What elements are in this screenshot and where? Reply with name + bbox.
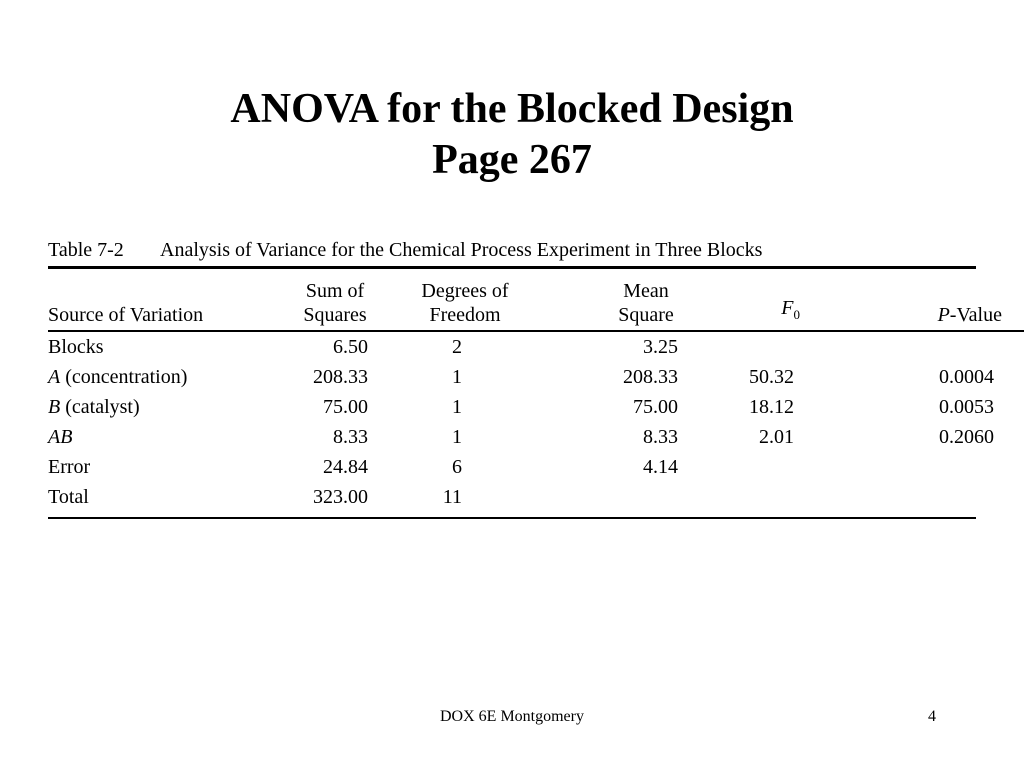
cell-source: Error bbox=[48, 456, 91, 478]
header-f0: $F_0$ bbox=[781, 297, 800, 322]
page-number: 4 bbox=[928, 708, 936, 725]
cell-mean-square: 3.25 bbox=[643, 336, 678, 358]
table-caption bbox=[48, 236, 976, 266]
cell-sum-of-squares: 323.00 bbox=[313, 486, 368, 508]
cell-f0 bbox=[678, 452, 826, 482]
table-row bbox=[48, 482, 1024, 517]
header-mean-square: Mean Square bbox=[618, 280, 674, 326]
cell-f0 bbox=[678, 332, 826, 362]
cell-source: B (catalyst) bbox=[48, 396, 140, 418]
cell-f0: 50.32 bbox=[749, 366, 794, 388]
anova-table bbox=[48, 269, 1024, 517]
cell-degrees-of-freedom: 1 bbox=[452, 396, 462, 418]
cell-sum-of-squares: 208.33 bbox=[313, 366, 368, 388]
slide-title bbox=[0, 84, 1024, 186]
header-p-value: P-Value bbox=[937, 304, 1002, 326]
cell-sum-of-squares: 8.33 bbox=[333, 426, 368, 448]
cell-mean-square: 208.33 bbox=[623, 366, 678, 388]
cell-mean-square: 4.14 bbox=[643, 456, 678, 478]
cell-f0 bbox=[678, 482, 826, 517]
cell-degrees-of-freedom: 11 bbox=[442, 486, 462, 508]
cell-degrees-of-freedom: 1 bbox=[452, 366, 462, 388]
table-row bbox=[48, 422, 1024, 452]
cell-p-value: 0.0053 bbox=[939, 396, 994, 418]
cell-mean-square bbox=[498, 482, 678, 517]
table-row bbox=[48, 392, 1024, 422]
cell-p-value: 0.2060 bbox=[939, 426, 994, 448]
cell-degrees-of-freedom: 2 bbox=[452, 336, 462, 358]
table-caption-label: Table 7-2 bbox=[48, 239, 124, 261]
header-source: Source of Variation bbox=[48, 304, 204, 326]
table-header bbox=[48, 269, 1024, 330]
cell-p-value bbox=[826, 332, 1024, 362]
table-caption-text: Analysis of Variance for the Chemical Process Experiment in Three Blocks bbox=[160, 239, 763, 261]
cell-degrees-of-freedom: 6 bbox=[452, 456, 462, 478]
table-row bbox=[48, 332, 1024, 362]
table-bottom-rule bbox=[48, 517, 976, 519]
cell-p-value bbox=[826, 482, 1024, 517]
slide-title-line2: Page 267 bbox=[432, 137, 592, 183]
cell-source: Total bbox=[48, 486, 89, 508]
footer-text: DOX 6E Montgomery bbox=[440, 708, 584, 725]
cell-f0: 2.01 bbox=[759, 426, 794, 448]
table-body bbox=[48, 330, 1024, 517]
cell-degrees-of-freedom: 1 bbox=[452, 426, 462, 448]
cell-p-value: 0.0004 bbox=[939, 366, 994, 388]
cell-sum-of-squares: 24.84 bbox=[323, 456, 368, 478]
cell-source: AB bbox=[48, 426, 73, 448]
cell-source: Blocks bbox=[48, 336, 104, 358]
cell-sum-of-squares: 75.00 bbox=[323, 396, 368, 418]
table-row bbox=[48, 362, 1024, 392]
cell-sum-of-squares: 6.50 bbox=[333, 336, 368, 358]
cell-source: A (concentration) bbox=[48, 366, 188, 388]
header-sum-of-squares: Sum of Squares bbox=[303, 280, 367, 326]
cell-p-value bbox=[826, 452, 1024, 482]
cell-mean-square: 75.00 bbox=[633, 396, 678, 418]
cell-mean-square: 8.33 bbox=[643, 426, 678, 448]
table-row bbox=[48, 452, 1024, 482]
header-degrees-of-freedom: Degrees of Freedom bbox=[421, 280, 509, 326]
slide-title-line1: ANOVA for the Blocked Design bbox=[230, 86, 794, 132]
cell-f0: 18.12 bbox=[749, 396, 794, 418]
anova-table-block bbox=[48, 236, 1002, 519]
